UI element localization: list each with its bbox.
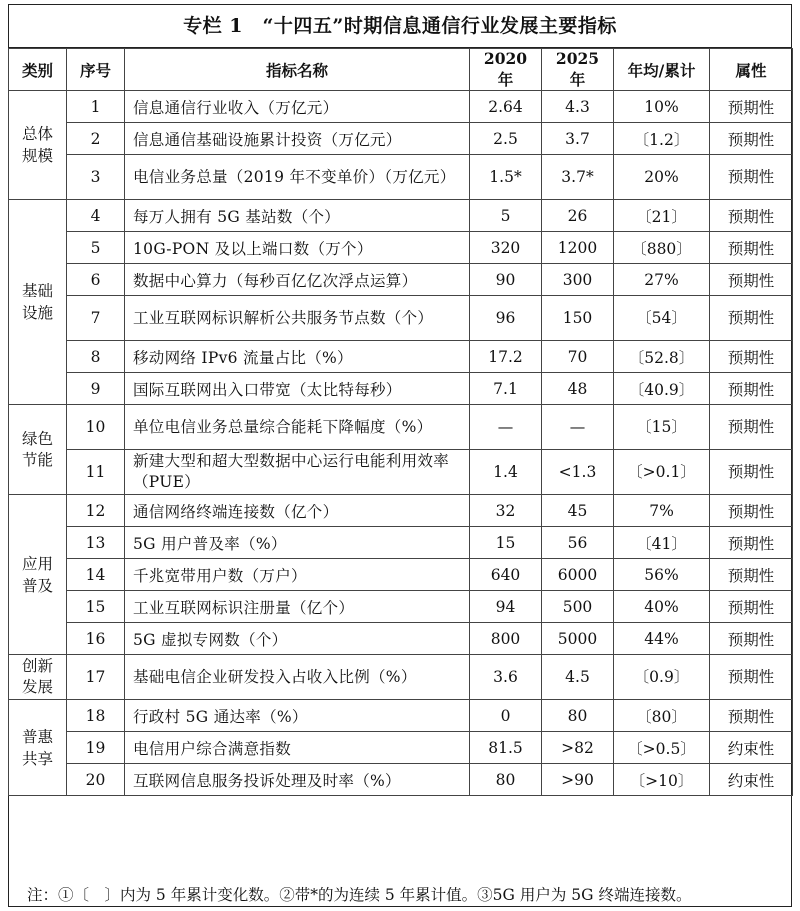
value-2025-cell: 300 xyxy=(542,264,614,296)
indicator-table xyxy=(8,48,793,796)
header-indicator-name: 指标名称 xyxy=(125,49,470,91)
rate-cell: 〔>0.1〕 xyxy=(614,450,710,495)
rate-cell: 〔0.9〕 xyxy=(614,655,710,700)
table-row xyxy=(9,732,793,764)
rate-cell: 〔41〕 xyxy=(614,527,710,559)
header-2020: 2020 年 xyxy=(470,49,542,91)
indicator-name-cell: 5G 虚拟专网数（个） xyxy=(125,623,470,655)
value-2020-cell: 800 xyxy=(470,623,542,655)
number-cell: 15 xyxy=(67,591,125,623)
table-row xyxy=(9,341,793,373)
indicator-name-cell: 新建大型和超大型数据中心运行电能利用效率（PUE） xyxy=(125,450,470,495)
indicator-name-cell: 5G 用户普及率（%） xyxy=(125,527,470,559)
value-2025-cell: — xyxy=(542,405,614,450)
value-2020-cell: 90 xyxy=(470,264,542,296)
attribute-cell: 预期性 xyxy=(710,200,793,232)
value-2020-cell: 80 xyxy=(470,764,542,796)
category-cell: 绿色 节能 xyxy=(9,405,67,495)
attribute-cell: 预期性 xyxy=(710,405,793,450)
attribute-cell: 预期性 xyxy=(710,155,793,200)
number-cell: 6 xyxy=(67,264,125,296)
attribute-cell: 约束性 xyxy=(710,732,793,764)
attribute-cell: 预期性 xyxy=(710,655,793,700)
rate-cell: 7% xyxy=(614,495,710,527)
category-cell: 普惠 共享 xyxy=(9,700,67,796)
rate-cell: 〔40.9〕 xyxy=(614,373,710,405)
indicator-name-cell: 基础电信企业研发投入占收入比例（%） xyxy=(125,655,470,700)
value-2025-cell: >90 xyxy=(542,764,614,796)
table-row xyxy=(9,200,793,232)
rate-cell: 〔>10〕 xyxy=(614,764,710,796)
value-2020-cell: 17.2 xyxy=(470,341,542,373)
table-row xyxy=(9,123,793,155)
table-row xyxy=(9,700,793,732)
attribute-cell: 约束性 xyxy=(710,764,793,796)
table-note: 注：①〔 〕内为 5 年累计变化数。②带*的为连续 5 年累计值。③5G 用户为 5G 终端连接数。 xyxy=(27,886,692,904)
value-2020-cell: 2.64 xyxy=(470,91,542,123)
rate-cell: 〔21〕 xyxy=(614,200,710,232)
value-2025-cell: 56 xyxy=(542,527,614,559)
value-2020-cell: 94 xyxy=(470,591,542,623)
number-cell: 10 xyxy=(67,405,125,450)
rate-cell: 〔880〕 xyxy=(614,232,710,264)
value-2020-cell: 32 xyxy=(470,495,542,527)
rate-cell: 27% xyxy=(614,264,710,296)
value-2020-cell: 15 xyxy=(470,527,542,559)
rate-cell: 〔15〕 xyxy=(614,405,710,450)
attribute-cell: 预期性 xyxy=(710,700,793,732)
number-cell: 9 xyxy=(67,373,125,405)
table-row xyxy=(9,264,793,296)
rate-cell: 〔52.8〕 xyxy=(614,341,710,373)
value-2020-cell: 640 xyxy=(470,559,542,591)
category-cell: 创新 发展 xyxy=(9,655,67,700)
header-category: 类别 xyxy=(9,49,67,91)
indicator-name-cell: 信息通信行业收入（万亿元） xyxy=(125,91,470,123)
value-2025-cell: <1.3 xyxy=(542,450,614,495)
indicator-name-cell: 电信业务总量（2019 年不变单价）（万亿元） xyxy=(125,155,470,200)
indicator-name-cell: 工业互联网标识注册量（亿个） xyxy=(125,591,470,623)
table-body xyxy=(9,91,793,796)
number-cell: 16 xyxy=(67,623,125,655)
value-2025-cell: 3.7 xyxy=(542,123,614,155)
value-2020-cell: 1.4 xyxy=(470,450,542,495)
attribute-cell: 预期性 xyxy=(710,527,793,559)
number-cell: 19 xyxy=(67,732,125,764)
number-cell: 13 xyxy=(67,527,125,559)
number-cell: 2 xyxy=(67,123,125,155)
value-2020-cell: 3.6 xyxy=(470,655,542,700)
indicator-name-cell: 通信网络终端连接数（亿个） xyxy=(125,495,470,527)
number-cell: 1 xyxy=(67,91,125,123)
table-row xyxy=(9,296,793,341)
indicator-name-cell: 千兆宽带用户数（万户） xyxy=(125,559,470,591)
header-rate: 年均/累计 xyxy=(614,49,710,91)
attribute-cell: 预期性 xyxy=(710,591,793,623)
rate-cell: 10% xyxy=(614,91,710,123)
value-2025-cell: >82 xyxy=(542,732,614,764)
rate-cell: 〔54〕 xyxy=(614,296,710,341)
header-2025: 2025 年 xyxy=(542,49,614,91)
attribute-cell: 预期性 xyxy=(710,232,793,264)
rate-cell: 〔1.2〕 xyxy=(614,123,710,155)
category-cell: 应用 普及 xyxy=(9,495,67,655)
number-cell: 12 xyxy=(67,495,125,527)
number-cell: 14 xyxy=(67,559,125,591)
table-row xyxy=(9,495,793,527)
value-2020-cell: 0 xyxy=(470,700,542,732)
indicator-name-cell: 每万人拥有 5G 基站数（个） xyxy=(125,200,470,232)
value-2025-cell: 70 xyxy=(542,341,614,373)
indicator-name-cell: 10G-PON 及以上端口数（万个） xyxy=(125,232,470,264)
indicator-name-cell: 工业互联网标识解析公共服务节点数（个） xyxy=(125,296,470,341)
category-cell: 基础 设施 xyxy=(9,200,67,405)
indicator-name-cell: 行政村 5G 通达率（%） xyxy=(125,700,470,732)
table-title: 专栏 1 “十四五”时期信息通信行业发展主要指标 xyxy=(9,5,791,48)
table-row xyxy=(9,655,793,700)
value-2020-cell: 1.5* xyxy=(470,155,542,200)
value-2025-cell: 3.7* xyxy=(542,155,614,200)
number-cell: 17 xyxy=(67,655,125,700)
value-2020-cell: — xyxy=(470,405,542,450)
value-2025-cell: 45 xyxy=(542,495,614,527)
indicator-name-cell: 信息通信基础设施累计投资（万亿元） xyxy=(125,123,470,155)
indicator-table-frame xyxy=(8,4,792,907)
table-row xyxy=(9,527,793,559)
number-cell: 4 xyxy=(67,200,125,232)
table-row xyxy=(9,764,793,796)
value-2025-cell: 5000 xyxy=(542,623,614,655)
attribute-cell: 预期性 xyxy=(710,623,793,655)
value-2025-cell: 1200 xyxy=(542,232,614,264)
value-2025-cell: 26 xyxy=(542,200,614,232)
indicator-name-cell: 单位电信业务总量综合能耗下降幅度（%） xyxy=(125,405,470,450)
header-number: 序号 xyxy=(67,49,125,91)
indicator-name-cell: 国际互联网出入口带宽（太比特每秒） xyxy=(125,373,470,405)
table-row xyxy=(9,559,793,591)
table-row xyxy=(9,232,793,264)
table-row xyxy=(9,623,793,655)
indicator-name-cell: 移动网络 IPv6 流量占比（%） xyxy=(125,341,470,373)
category-cell: 总体 规模 xyxy=(9,91,67,200)
table-row xyxy=(9,405,793,450)
value-2020-cell: 81.5 xyxy=(470,732,542,764)
number-cell: 5 xyxy=(67,232,125,264)
attribute-cell: 预期性 xyxy=(710,123,793,155)
table-row xyxy=(9,155,793,200)
value-2020-cell: 320 xyxy=(470,232,542,264)
value-2025-cell: 80 xyxy=(542,700,614,732)
attribute-cell: 预期性 xyxy=(710,450,793,495)
rate-cell: 20% xyxy=(614,155,710,200)
value-2025-cell: 48 xyxy=(542,373,614,405)
number-cell: 11 xyxy=(67,450,125,495)
rate-cell: 〔80〕 xyxy=(614,700,710,732)
table-row xyxy=(9,450,793,495)
attribute-cell: 预期性 xyxy=(710,559,793,591)
value-2020-cell: 96 xyxy=(470,296,542,341)
rate-cell: 〔>0.5〕 xyxy=(614,732,710,764)
value-2020-cell: 2.5 xyxy=(470,123,542,155)
attribute-cell: 预期性 xyxy=(710,373,793,405)
rate-cell: 44% xyxy=(614,623,710,655)
number-cell: 7 xyxy=(67,296,125,341)
value-2025-cell: 6000 xyxy=(542,559,614,591)
value-2025-cell: 500 xyxy=(542,591,614,623)
attribute-cell: 预期性 xyxy=(710,495,793,527)
attribute-cell: 预期性 xyxy=(710,264,793,296)
value-2025-cell: 4.3 xyxy=(542,91,614,123)
table-row xyxy=(9,373,793,405)
rate-cell: 56% xyxy=(614,559,710,591)
attribute-cell: 预期性 xyxy=(710,296,793,341)
number-cell: 8 xyxy=(67,341,125,373)
value-2025-cell: 150 xyxy=(542,296,614,341)
indicator-name-cell: 数据中心算力（每秒百亿亿次浮点运算） xyxy=(125,264,470,296)
value-2025-cell: 4.5 xyxy=(542,655,614,700)
number-cell: 3 xyxy=(67,155,125,200)
attribute-cell: 预期性 xyxy=(710,341,793,373)
number-cell: 20 xyxy=(67,764,125,796)
indicator-name-cell: 电信用户综合满意指数 xyxy=(125,732,470,764)
attribute-cell: 预期性 xyxy=(710,91,793,123)
indicator-name-cell: 互联网信息服务投诉处理及时率（%） xyxy=(125,764,470,796)
table-row xyxy=(9,591,793,623)
header-row xyxy=(9,49,793,91)
number-cell: 18 xyxy=(67,700,125,732)
header-attribute: 属性 xyxy=(710,49,793,91)
table-row xyxy=(9,91,793,123)
value-2020-cell: 7.1 xyxy=(470,373,542,405)
value-2020-cell: 5 xyxy=(470,200,542,232)
rate-cell: 40% xyxy=(614,591,710,623)
